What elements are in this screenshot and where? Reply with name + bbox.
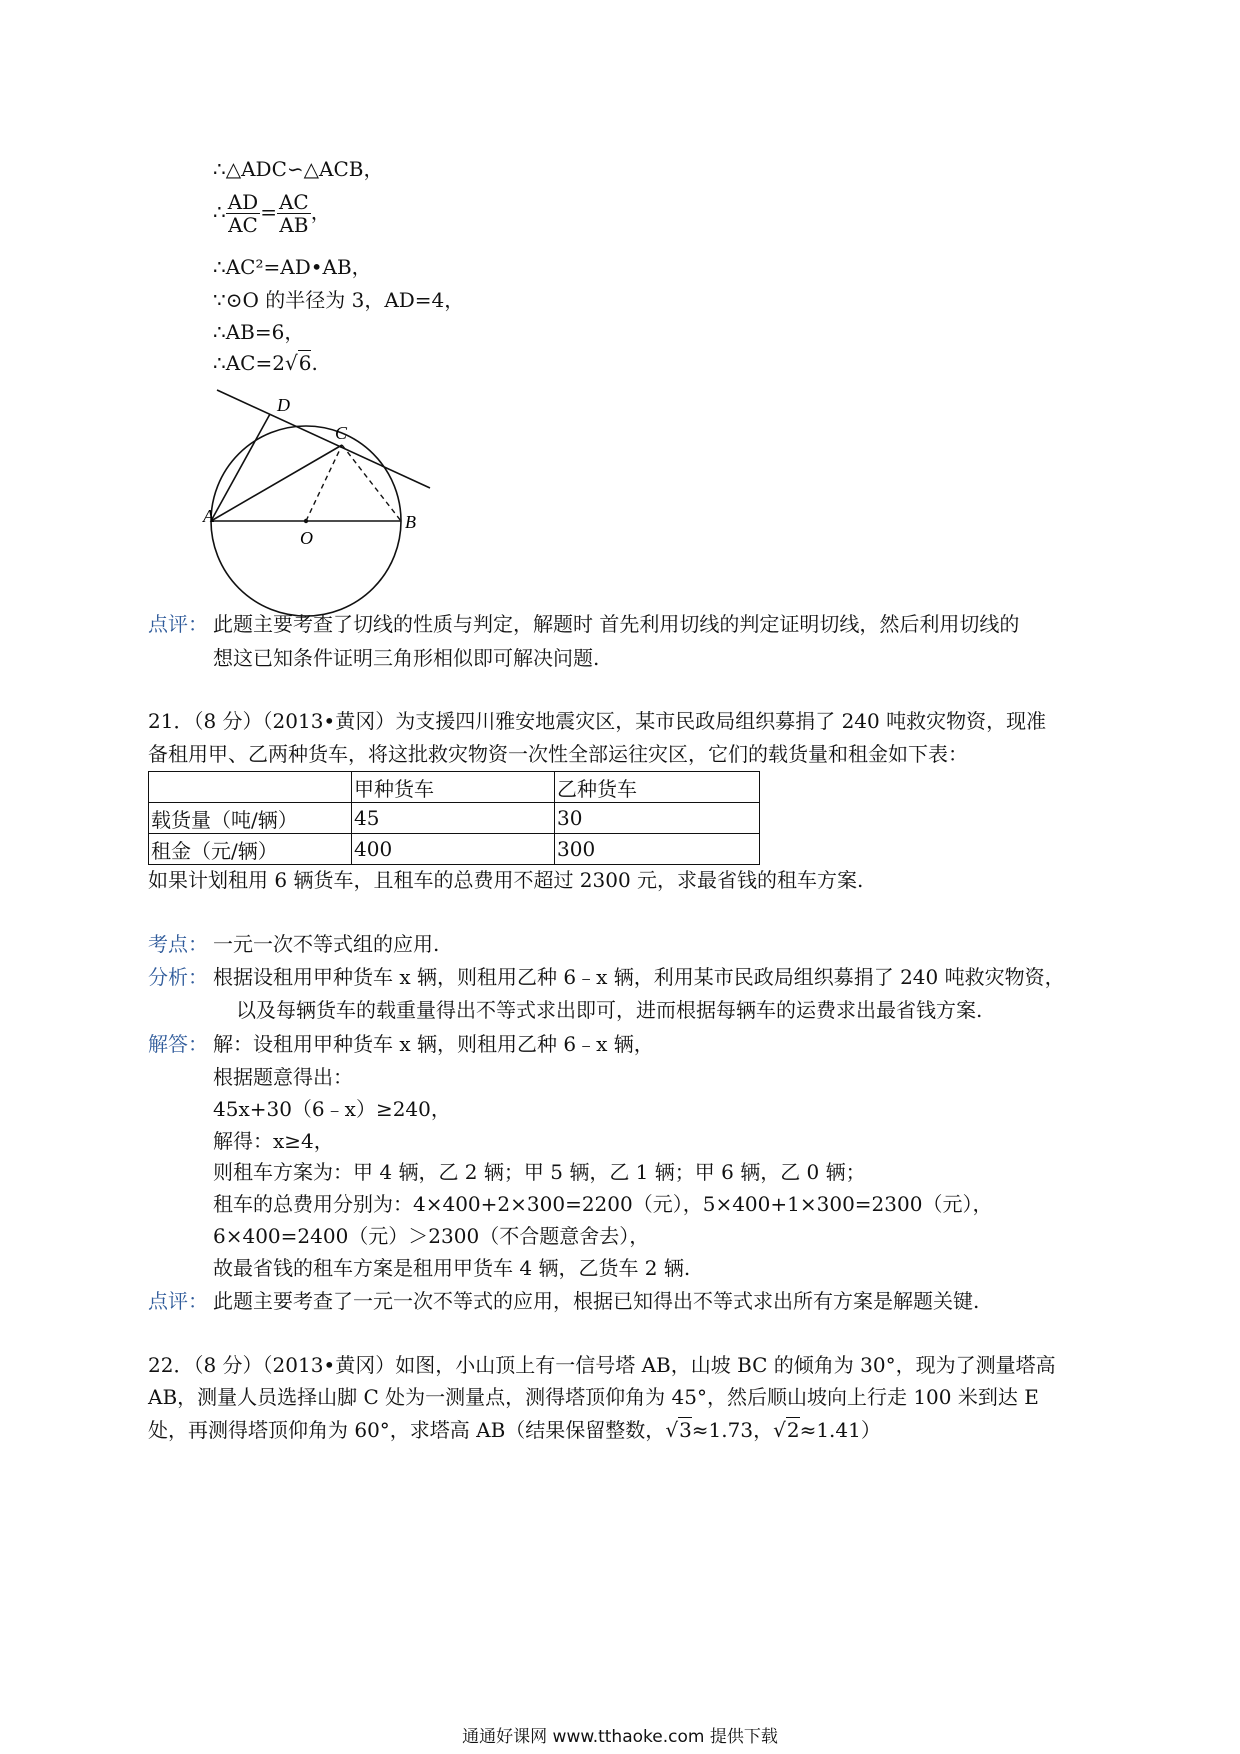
ratio-therefore: ∴ bbox=[213, 200, 226, 224]
dianping-text: 此题主要考查了一元一次不等式的应用，根据已知得出不等式求出所有方案是解题关键. bbox=[213, 1289, 980, 1313]
segment-ad bbox=[211, 414, 270, 521]
table-header-row bbox=[149, 772, 760, 803]
fenxi-line-1: 根据设租用甲种货车 x 辆，则租用乙种 6﹣x 辆，利用某市民政局组织募捐了 240 吨救灾物资， bbox=[213, 965, 1065, 989]
table-header-cell: 甲种货车 bbox=[352, 772, 555, 803]
ac-suffix: . bbox=[311, 351, 318, 375]
q21-question: 如果计划租用 6 辆货车，且租车的总费用不超过 2300 元，求最省钱的租车方案. bbox=[148, 868, 864, 892]
table-cell: 30 bbox=[555, 803, 760, 834]
q21-line-2: 备租用甲、乙两种货车，将这批救灾物资一次性全部运往灾区，它们的载货量和租金如下表： bbox=[148, 742, 968, 766]
comment-line-1: 此题主要考查了切线的性质与判定，解题时 首先利用切线的判定证明切线，然后利用切线的 bbox=[213, 612, 1020, 636]
tangent-line bbox=[217, 390, 430, 488]
segment-oc-dashed bbox=[306, 445, 342, 521]
label-d: D bbox=[277, 395, 290, 415]
table-cell: 300 bbox=[555, 834, 760, 865]
page-footer: 通通好课网 www.tthaoke.com 提供下载 bbox=[462, 1727, 778, 1747]
label-o: O bbox=[300, 528, 313, 548]
sqrt-radicand: 6 bbox=[298, 351, 312, 375]
kaodian-text: 一元一次不等式组的应用. bbox=[213, 932, 440, 956]
q21-line-1: 21．（8 分）（2013•黄冈）为支援四川雅安地震灾区，某市民政局组织募捐了 240 吨救灾物资，现准 bbox=[148, 709, 1047, 733]
q22-line-3 bbox=[148, 1416, 881, 1444]
label-a: A bbox=[203, 506, 214, 526]
jieda-line: 45x+30（6﹣x）≥240， bbox=[213, 1097, 451, 1121]
jieda-line: 则租车方案为：甲 4 辆，乙 2 辆；甲 5 辆，乙 1 辆；甲 6 辆，乙 0 辆； bbox=[213, 1160, 866, 1184]
fenxi-line-2: 以及每辆货车的载重量得出不等式求出即可，进而根据每辆车的运费求出最省钱方案. bbox=[236, 998, 983, 1022]
dianping-label: 点评： bbox=[148, 1289, 208, 1313]
label-b: B bbox=[405, 512, 416, 532]
table-cell: 载货量（吨/辆） bbox=[149, 803, 352, 834]
proof-line-ab: ∴AB=6， bbox=[213, 320, 305, 344]
comment-line-2: 想这已知条件证明三角形相似即可解决问题. bbox=[213, 646, 600, 670]
fraction-ac-ab bbox=[277, 191, 311, 236]
jieda-line: 解得：x≥4， bbox=[213, 1129, 334, 1153]
comment-label: 点评： bbox=[148, 612, 208, 636]
table-cell: 400 bbox=[352, 834, 555, 865]
table-header-cell: 乙种货车 bbox=[555, 772, 760, 803]
center-point-o bbox=[304, 519, 308, 523]
ac-prefix: ∴AC=2 bbox=[213, 351, 285, 375]
jieda-label: 解答： bbox=[148, 1032, 208, 1056]
equals-sign: = bbox=[260, 200, 277, 224]
sqrt-sign: √ bbox=[665, 1418, 679, 1442]
proof-line-ac-squared: ∴AC²=AD•AB， bbox=[213, 255, 372, 279]
fraction-denominator: AB bbox=[279, 213, 309, 237]
cargo-table bbox=[148, 771, 760, 865]
sqrt-radicand: 2 bbox=[786, 1418, 800, 1442]
proof-line-ac-value bbox=[213, 349, 318, 377]
jieda-line: 租车的总费用分别为：4×400+2×300=2200（元），5×400+1×300=2300（元）， bbox=[213, 1192, 993, 1216]
q22-approx-2: ≈1.41） bbox=[799, 1418, 881, 1442]
table-row bbox=[149, 803, 760, 834]
q22-line-3-text: 处，再测得塔顶仰角为 60°，求塔高 AB（结果保留整数， bbox=[148, 1418, 666, 1442]
jieda-line: 6×400=2400（元）＞2300（不合题意舍去）， bbox=[213, 1224, 650, 1248]
proof-line-ratio bbox=[213, 191, 331, 236]
jieda-line: 故最省钱的租车方案是租用甲货车 4 辆，乙货车 2 辆. bbox=[213, 1256, 691, 1280]
q22-line-1: 22．（8 分）（2013•黄冈）如图，小山顶上有一信号塔 AB，山坡 BC 的倾角为 30°，现为了测量塔高 bbox=[148, 1353, 1056, 1377]
kaodian-label: 考点： bbox=[148, 932, 208, 956]
q22-line-2: AB，测量人员选择山脚 C 处为一测量点，测得塔顶仰角为 45°，然后顺山坡向上行走 100 米到达 E bbox=[148, 1385, 1039, 1409]
fraction-numerator: AC bbox=[278, 190, 309, 214]
ratio-comma: ， bbox=[310, 200, 331, 224]
label-c: C bbox=[335, 423, 348, 443]
table-header-cell bbox=[149, 772, 352, 803]
table-row bbox=[149, 834, 760, 865]
table-cell: 租金（元/辆） bbox=[149, 834, 352, 865]
segment-cb-dashed bbox=[342, 445, 401, 521]
jieda-line: 解：设租用甲种货车 x 辆，则租用乙种 6﹣x 辆， bbox=[213, 1032, 654, 1056]
fraction-denominator: AC bbox=[228, 213, 258, 237]
circle-tangent-figure bbox=[205, 385, 445, 605]
table-cell: 45 bbox=[352, 803, 555, 834]
fenxi-label: 分析： bbox=[148, 965, 208, 989]
sqrt-radicand: 3 bbox=[679, 1418, 692, 1442]
sqrt-sign: √ bbox=[284, 351, 298, 375]
fraction-numerator: AD bbox=[227, 190, 259, 214]
segment-ac bbox=[211, 445, 342, 521]
q22-approx-1: ≈1.73， bbox=[691, 1418, 774, 1442]
proof-line-similar: ∴△ADC∽△ACB， bbox=[213, 157, 384, 181]
proof-line-radius: ∵⊙O 的半径为 3，AD=4， bbox=[213, 288, 465, 312]
jieda-line: 根据题意得出： bbox=[213, 1065, 353, 1089]
fraction-ad-ac bbox=[226, 191, 260, 236]
sqrt-sign: √ bbox=[773, 1418, 786, 1442]
